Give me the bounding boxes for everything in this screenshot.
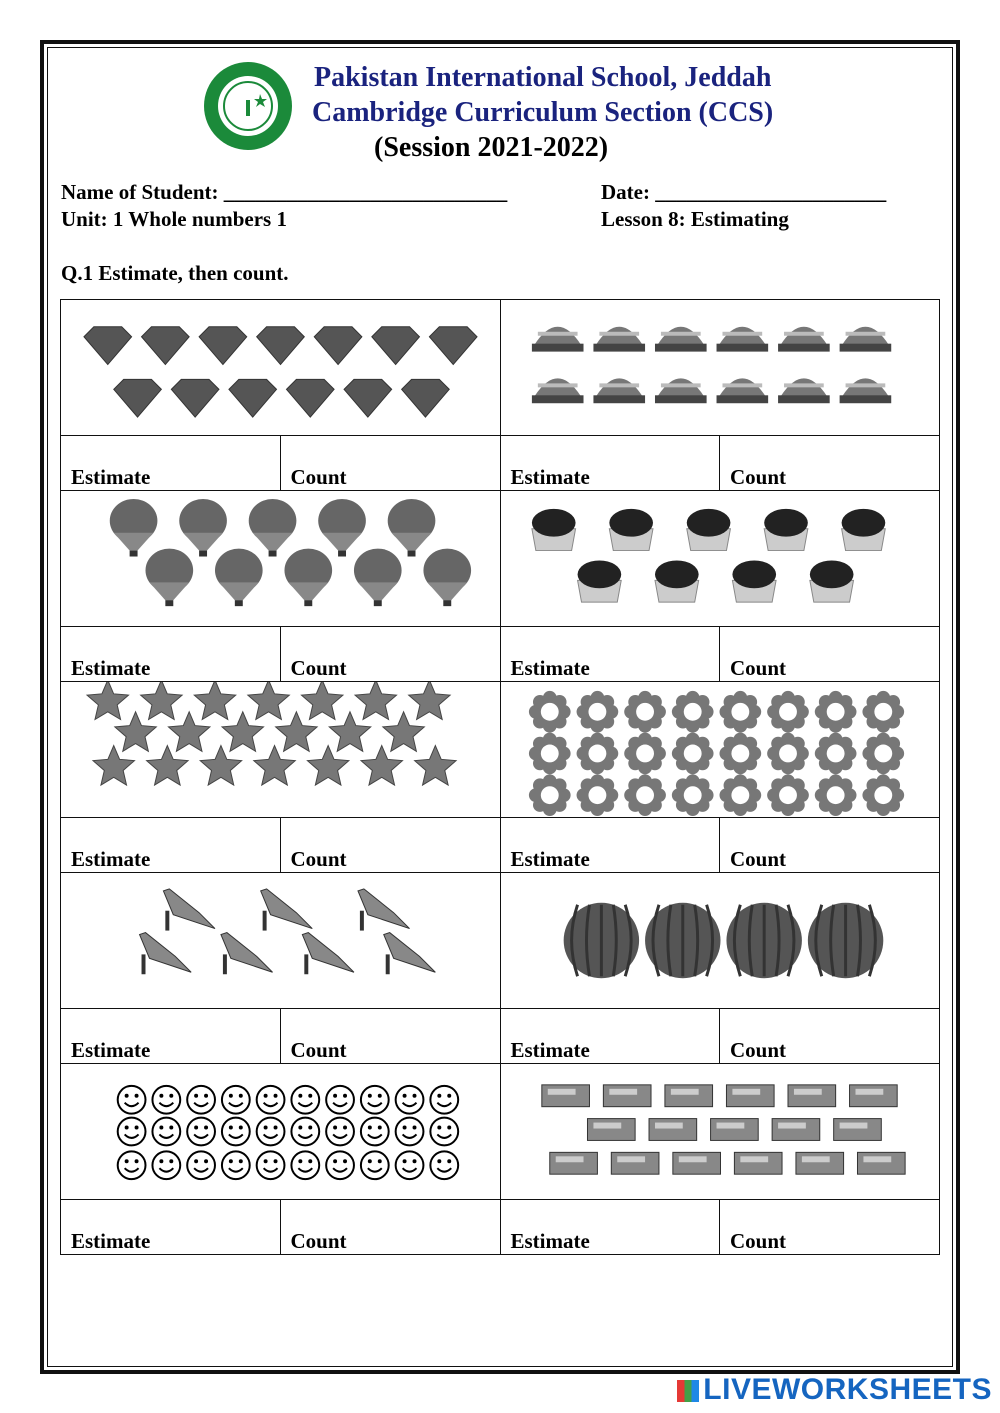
shoes-picture [61,873,500,1008]
estimate-label: Estimate [71,656,151,680]
balloons-picture [61,491,500,626]
hats-count-box[interactable] [719,435,940,491]
balloons-picture-cell [60,490,501,627]
watermelons-picture-cell [500,872,941,1009]
cupcakes-picture-cell [500,490,941,627]
flowers-picture-cell [500,681,941,818]
smileys-picture [61,1064,500,1199]
balloons-estimate-box[interactable] [60,626,281,682]
estimate-label: Estimate [510,656,590,680]
stars-icon-group [87,682,456,785]
smileys-count-box[interactable] [280,1199,501,1255]
sharpeners-icon-group [541,1085,904,1174]
sharpeners-count-box[interactable] [719,1199,940,1255]
count-label: Count [290,847,347,871]
diamonds-estimate-box[interactable] [60,435,281,491]
cupcakes-picture [501,491,940,626]
sharpeners-picture [501,1064,940,1199]
smileys-estimate-box[interactable] [60,1199,281,1255]
estimate-label: Estimate [71,1038,151,1062]
diamonds-picture [61,300,500,435]
count-label: Count [290,1038,347,1062]
session: (Session 2021-2022) [374,132,609,163]
cupcakes-estimate-box[interactable] [500,626,721,682]
count-label: Count [730,847,787,871]
estimate-label: Estimate [510,465,590,489]
estimate-label: Estimate [510,1038,590,1062]
watermelons-picture [501,873,940,1008]
shoes-icon-group [140,889,436,974]
watermelons-count-box[interactable] [719,1008,940,1064]
date-field[interactable]: Date: ______________________ [601,180,887,204]
lesson-label: Lesson 8: Estimating [601,207,789,231]
flowers-icon-group [528,691,903,816]
count-label: Count [290,656,347,680]
shoes-picture-cell [60,872,501,1009]
count-label: Count [290,1229,347,1253]
question-heading: Q.1 Estimate, then count. [61,261,289,285]
cupcakes-icon-group [531,509,884,602]
watermelons-icon-group [563,903,883,978]
estimate-label: Estimate [71,465,151,489]
school-name: Pakistan International School, Jeddah [314,62,772,93]
stars-picture [61,682,500,817]
estimate-label: Estimate [71,847,151,871]
watermelons-estimate-box[interactable] [500,1008,721,1064]
shoes-count-box[interactable] [280,1008,501,1064]
stars-count-box[interactable] [280,817,501,873]
balloons-count-box[interactable] [280,626,501,682]
sharpeners-picture-cell [500,1063,941,1200]
shoes-estimate-box[interactable] [60,1008,281,1064]
section-name: Cambridge Curriculum Section (CCS) [312,97,774,128]
flowers-count-box[interactable] [719,817,940,873]
school-logo [202,60,294,152]
count-label: Count [730,656,787,680]
count-label: Count [730,465,787,489]
count-label: Count [730,1038,787,1062]
smileys-picture-cell [60,1063,501,1200]
smileys-icon-group [118,1086,458,1179]
flowers-picture [501,682,940,817]
unit-label: Unit: 1 Whole numbers 1 [61,207,287,231]
estimate-label: Estimate [71,1229,151,1253]
count-label: Count [730,1229,787,1253]
balloons-icon-group [110,499,471,606]
stars-estimate-box[interactable] [60,817,281,873]
hats-picture [501,300,940,435]
flowers-estimate-box[interactable] [500,817,721,873]
diamonds-count-box[interactable] [280,435,501,491]
hats-estimate-box[interactable] [500,435,721,491]
cupcakes-count-box[interactable] [719,626,940,682]
sharpeners-estimate-box[interactable] [500,1199,721,1255]
stars-picture-cell [60,681,501,818]
liveworksheets-watermark: LIVEWORKSHEETS [677,1373,992,1407]
estimate-label: Estimate [510,1229,590,1253]
worksheet-grid [60,299,939,1255]
diamonds-picture-cell [60,299,501,436]
diamonds-icon-group [84,327,477,417]
estimate-label: Estimate [510,847,590,871]
student-name-field[interactable]: Name of Student: ___________________________ [61,180,508,204]
count-label: Count [290,465,347,489]
hats-icon-group [531,327,890,403]
hats-picture-cell [500,299,941,436]
